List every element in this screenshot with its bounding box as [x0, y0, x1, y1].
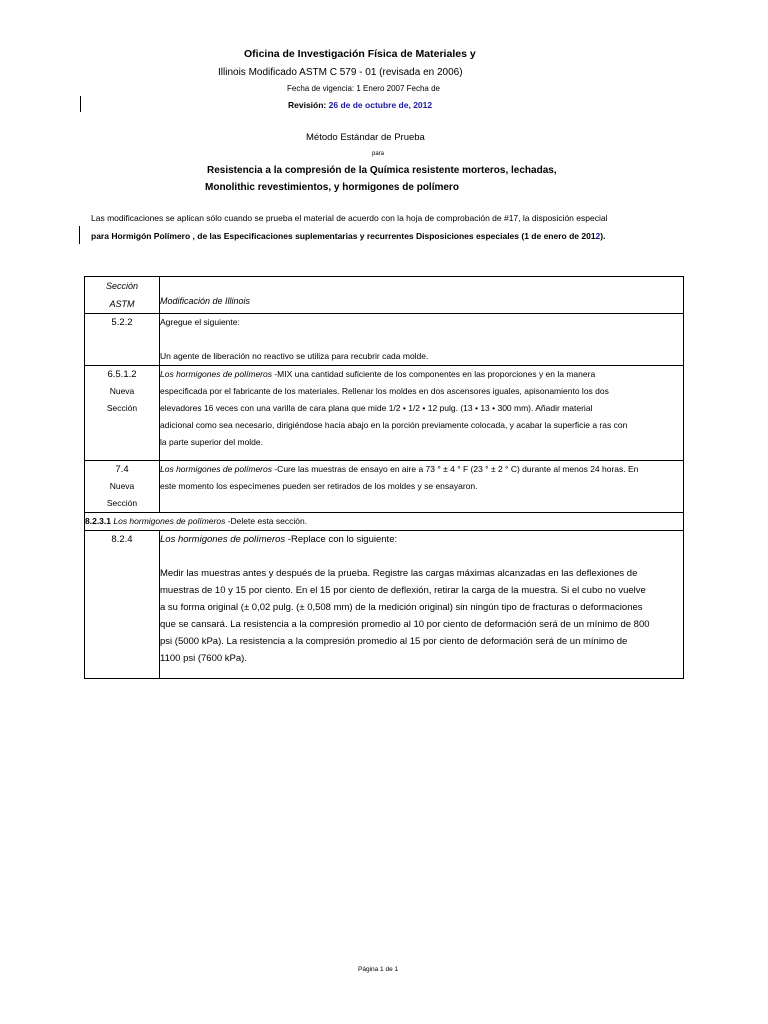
modification-lead-rest: -Replace con lo siguiente: [285, 534, 398, 545]
section-cell [85, 461, 160, 513]
modification-line: muestras de 10 y 15 por ciento. En el 15 por ciento de deflexión, retirar la carga de la muestra. Si el cubo no vuelve [160, 585, 646, 596]
modification-lead [160, 366, 683, 383]
method-subject-line-1: Resistencia a la compresión de la Química resistente morteros, lechadas, [207, 165, 557, 176]
header-line-1: Oficina de Investigación Física de Materiales y [244, 48, 476, 60]
modification-line [160, 331, 683, 348]
modification-cell [160, 531, 684, 679]
modification-line: la parte superior del molde. [160, 437, 264, 447]
revision-value: 26 de de octubre de, 2012 [328, 100, 433, 110]
header-section-cell [85, 277, 160, 314]
section-new-label: Nueva [109, 386, 135, 396]
section-cell [85, 314, 160, 366]
section-cell [85, 531, 160, 679]
table-row [85, 531, 684, 679]
header-line-3: Fecha de vigencia: 1 Enero 2007 Fecha de [287, 84, 440, 93]
modification-line: especificada por el fabricante de los materiales. Rellenar los moldes en dos ascensores iguales, apisonamiento los dos [160, 386, 609, 396]
section-number: 7.4 [115, 464, 129, 475]
section-number: 6.5.1.2 [107, 369, 137, 380]
section-cell [85, 366, 160, 461]
modification-line: 1100 psi (7600 kPa). [160, 653, 247, 664]
modifications-table [84, 276, 684, 679]
modification-line: Un agente de liberación no reactivo se utiliza para recubrir cada molde. [160, 351, 429, 361]
header-revision [288, 100, 432, 110]
header-modification: Modificación de Illinois [160, 296, 251, 306]
modification-cell [160, 366, 684, 461]
header-modification-cell [160, 277, 684, 314]
modification-lead-italic: Los hormigones de polímeros [160, 464, 272, 474]
method-subject-line-2: Monolithic revestimientos, y hormigones de polímero [205, 182, 459, 193]
table-row [85, 461, 684, 513]
modification-line: Medir las muestras antes y después de la prueba. Registre las cargas máximas alcanzadas en las deflexiones de [160, 568, 638, 579]
modification-line [160, 548, 683, 565]
table-row [85, 314, 684, 366]
modification-lead [160, 461, 683, 478]
change-bar-top [80, 96, 81, 112]
modification-lead-rest: -Cure las muestras de ensayo en aire a 73 ° ± 4 ° F (23 ° ± 2 ° C) durante al menos 24 horas. En [271, 464, 639, 474]
intro-line-2 [91, 231, 605, 241]
modification-line: elevadores 16 veces con una varilla de cara plana que mide 1/2 • 1/2 • 12 pulg. (13 • 13 • 300 mm). Añadir material [160, 403, 593, 413]
section-number: 5.2.2 [111, 317, 133, 328]
intro-year-digit: 2 [595, 231, 601, 241]
section-section-label: Sección [106, 498, 138, 508]
modification-line: adicional como sea necesario, dirigiéndose hacia abajo en la porción previamente colocada, y acabar la superficie a ras con [160, 420, 628, 430]
modification-lead-italic: Los hormigones de polímeros [160, 369, 272, 379]
method-title: Método Estándar de Prueba [306, 132, 425, 143]
header-section-line-2: ASTM [109, 299, 135, 309]
deleted-section-italic: Los hormigones de polímeros [113, 516, 226, 526]
revision-label: Revisión: [288, 100, 327, 110]
full-width-cell [85, 513, 684, 531]
table-header-row [85, 277, 684, 314]
deleted-section-rest: -Delete esta sección. [225, 516, 308, 526]
modification-cell [160, 461, 684, 513]
header-line-2: Illinois Modificado ASTM C 579 - 01 (revisada en 2006) [218, 67, 463, 78]
section-new-label: Nueva [109, 481, 135, 491]
modification-line: psi (5000 kPa). La resistencia a la compresión promedio al 15 por ciento de deformación será de un mínimo de [160, 636, 628, 647]
modification-lead-rest: -MIX una cantidad suficiente de los componentes en las proporciones y en la manera [271, 369, 596, 379]
page-footer: Página 1 de 1 [358, 966, 399, 973]
intro-line-1: Las modificaciones se aplican sólo cuando se prueba el material de acuerdo con la hoja de comprobación de #17, la disposición especial [91, 213, 608, 223]
section-section-label: Sección [106, 403, 138, 413]
table-row [85, 366, 684, 461]
deleted-section-line [85, 513, 683, 530]
intro-line-2-text: para Hormigón Polímero , de las Especificaciones suplementarias y recurrentes Disposiciones especiales (1 de enero de 201 [91, 231, 596, 241]
table-row [85, 513, 684, 531]
modification-cell [160, 314, 684, 366]
modification-line: este momento los especímenes pueden ser retirados de los moldes y se ensayaron. [160, 481, 478, 491]
modification-lead [160, 531, 683, 548]
modification-lead-italic: Los hormigones de polímeros [160, 534, 286, 545]
deleted-section-number: 8.2.3.1 [85, 516, 114, 526]
modification-line: a su forma original (± 0,02 pulg. (± 0,508 mm) de la medición original) sin ningún tipo de fracturas o deformaciones [160, 602, 643, 613]
modification-line: Agregue el siguiente: [160, 317, 240, 327]
section-number: 8.2.4 [111, 534, 133, 545]
change-bar-intro [79, 226, 80, 244]
modification-line: que se cansará. La resistencia a la compresión promedio al 10 por ciento de deformación será de un mínimo de 800 [160, 619, 650, 630]
method-para: para [372, 151, 385, 157]
header-section-line-1: Sección [105, 281, 139, 291]
intro-line-2-end: ). [600, 231, 606, 241]
